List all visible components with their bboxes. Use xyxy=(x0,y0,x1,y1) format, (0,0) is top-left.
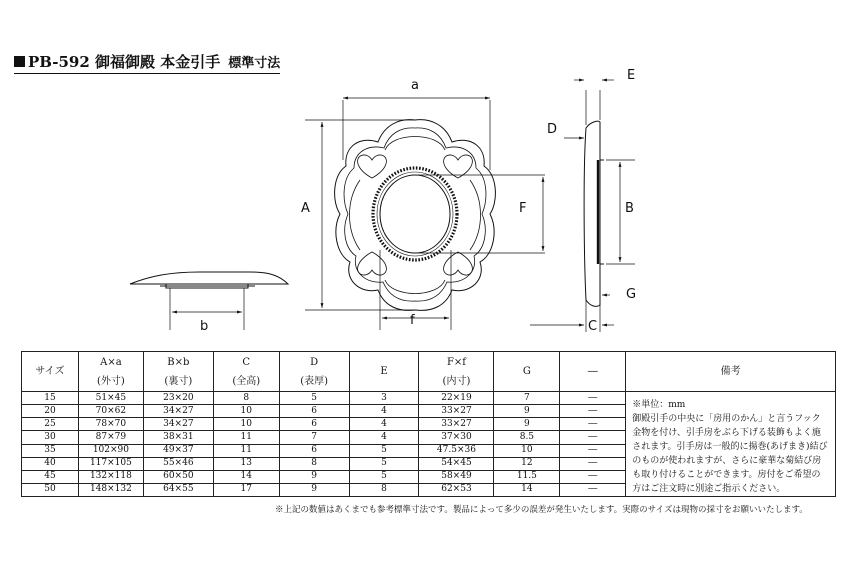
petal-bottom xyxy=(385,280,445,294)
label-F: F xyxy=(519,201,527,216)
front-dimension-lines xyxy=(305,98,545,330)
spec-table xyxy=(21,351,836,497)
label-b: b xyxy=(200,319,209,334)
header-dash: ― xyxy=(560,352,626,392)
header-f: F×f (内寸) xyxy=(419,352,494,392)
inner-opening-rim xyxy=(377,172,453,256)
label-a: a xyxy=(411,78,419,93)
table-row: 35 102×90 49×37 11 6 5 47.5×36 10 ― xyxy=(22,444,836,457)
table-row: 20 70×62 34×27 10 6 4 33×27 9 ― xyxy=(22,405,836,418)
front-view xyxy=(335,120,496,311)
label-D: D xyxy=(547,122,558,137)
table-row: 50 148×132 64×55 17 9 8 62×53 14 ― xyxy=(22,483,836,496)
table-row: 40 117×105 55×46 13 8 5 54×45 12 ― xyxy=(22,457,836,470)
label-A: A xyxy=(301,201,310,216)
side-view xyxy=(530,80,635,332)
heart-bottom-right xyxy=(444,252,473,275)
notes-text: 御殿引手の中央に「房用のかん」と言うフック金物を付け、引手房をぶら下げる装飾もよく施されます。引手房は一般的に揚巻(あげまき)結びのものが使われますが、さらに豪華な菊結び房も取り付けることができます。房付をご希望の方はご注文時に別途ご指示ください。 xyxy=(632,414,828,494)
inner-opening xyxy=(380,175,450,253)
title-main: PB-592 御福御殿 本金引手 xyxy=(28,53,221,71)
label-G: G xyxy=(626,287,637,302)
heart-bottom-left xyxy=(358,252,387,275)
header-size: サイズ xyxy=(22,352,79,392)
header-e: E xyxy=(349,352,419,392)
header-g: G xyxy=(494,352,560,392)
label-C: C xyxy=(588,319,598,334)
label-B: B xyxy=(625,201,634,216)
header-c: C (全高) xyxy=(213,352,279,392)
petal-right xyxy=(470,180,481,250)
label-E: E xyxy=(627,68,636,83)
title-sub: 標準寸法 xyxy=(228,56,281,71)
heart-top-right xyxy=(444,155,473,178)
table-row: 25 78×70 34×27 10 6 4 33×27 9 ― xyxy=(22,418,836,431)
heart-top-left xyxy=(358,155,387,178)
bottom-view-outline xyxy=(130,272,288,284)
table-row: 30 87×79 38×31 11 7 4 37×30 8.5 ― xyxy=(22,431,836,444)
bottom-view xyxy=(130,272,288,330)
table-row: 45 132×118 60×50 14 9 5 58×49 11.5 ― xyxy=(22,470,836,483)
notes-cell xyxy=(626,392,836,497)
label-f: f xyxy=(410,313,415,328)
header-notes: 備考 xyxy=(626,352,836,392)
header-a: A×a (外寸) xyxy=(78,352,143,392)
petal-top xyxy=(385,137,445,151)
table-row: 15 51×45 23×20 8 5 3 22×19 7 ― ※単位：mm 御殿引手の中央に「房用のかん」と言うフック金物を付け、引手房をぶら下げる装飾もよく施されます。引手房は一般的に揚巻(あげまき)結びのものが使われますが、さらに豪華な菊結び房も取り付けることができます。房付をご希望の方はご注文時に別途ご指示ください。 xyxy=(22,392,836,405)
footnote: ※上記の数値はあくまでも参考標準寸法です。製品によって多少の誤差が発生いたします。実際のサイズは現物の採寸をお願いいたします。 xyxy=(275,505,808,515)
petal-left xyxy=(350,180,361,250)
beaded-rim xyxy=(373,168,457,260)
header-d: D (表厚) xyxy=(279,352,349,392)
notes-unit: ※単位：mm xyxy=(632,400,686,410)
header-b: B×b (裏寸) xyxy=(143,352,213,392)
table-header-row xyxy=(22,352,836,392)
front-outer-outline xyxy=(335,120,496,311)
